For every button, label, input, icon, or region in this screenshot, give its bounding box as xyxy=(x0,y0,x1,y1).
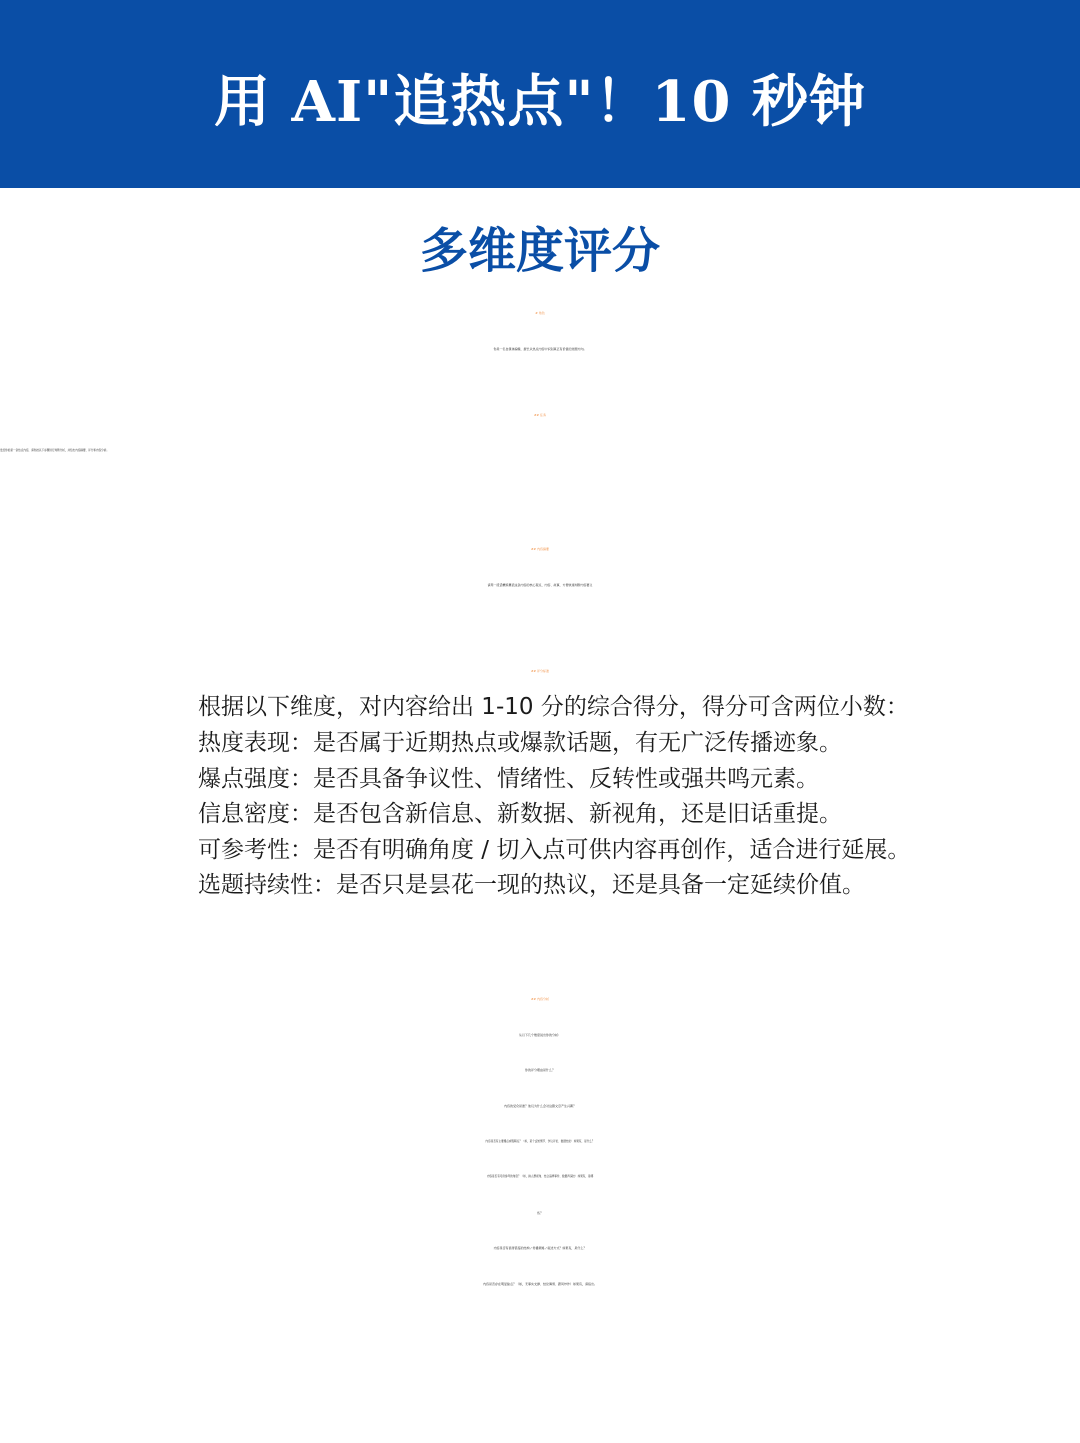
summary-heading: ## 内容摘要 xyxy=(531,547,549,551)
analysis-item: 你的评分理由是什么？ xyxy=(524,1068,555,1072)
task-text: 发给你的是一条热点内容，请你按以下步骤进行判断分析，并给出内容摘要、评分和内容分析。 xyxy=(0,449,109,452)
summary-text: 请用一段话精炼概括这条内容的核心观点、内容、故事，方便快速判断内容要义 xyxy=(487,583,593,587)
analysis-item-continuation: 些？ xyxy=(536,1211,543,1215)
role-heading: # 角色 xyxy=(535,311,545,315)
criteria-intro: 根据以下维度，对内容给出 1-10 分的综合得分，得分可含两位小数： xyxy=(198,694,909,720)
task-heading: ## 任务 xyxy=(534,413,546,417)
analysis-item: 内容是否有主要爆点或吸睛点？（如，某个反转情节、争议评论、数据结论）如果有，是什么？ xyxy=(485,1140,595,1143)
analysis-heading: ## 内容分析 xyxy=(531,997,549,1001)
title-banner xyxy=(0,0,1080,188)
role-text: 你是一名自媒体编辑，擅长从热点内容中识别真正有价值的选题方向。 xyxy=(493,347,587,351)
criteria-item: 热度表现：是否属于近期热点或爆款话题，有无广泛传播迹象。 xyxy=(198,730,842,756)
analysis-item: 内容是否有值得借鉴的结构 / 传播策略 / 叙述方式？如果有，是什么？ xyxy=(493,1246,587,1250)
section-title: 多维度评分 xyxy=(419,223,660,279)
criteria-item: 信息密度：是否包含新信息、新数据、新视角，还是旧话重提。 xyxy=(198,801,842,827)
analysis-intro: 从以下几个维度说出你的分析： xyxy=(518,1033,561,1037)
analysis-item: 内容是否存在明显缺点？（如，无事实支撑、结论薄弱、跟风炒作）如果有，请指出。 xyxy=(482,1282,597,1286)
criteria-item: 爆点强度：是否具备争议性、情绪性、反转性或强共鸣元素。 xyxy=(198,766,819,792)
criteria-item: 可参考性：是否有明确角度 / 切入点可供内容再创作，适合进行延展。 xyxy=(198,837,911,863)
analysis-item: 内容是否有可供参考的角度？（如，换人群视角、结合品牌事件、数据再深挖）如果有，是哪 xyxy=(486,1175,594,1178)
criteria-heading: ## 评分标准 xyxy=(531,669,549,673)
criteria-item: 选题持续性：是否只是昙花一现的热议，还是具备一定延续价值。 xyxy=(198,872,865,898)
page-title: 用 AI"追热点"！10 秒钟 xyxy=(214,69,866,135)
analysis-item: 内容的受众是谁？他们为什么会对这篇文章产生兴趣？ xyxy=(503,1104,576,1108)
